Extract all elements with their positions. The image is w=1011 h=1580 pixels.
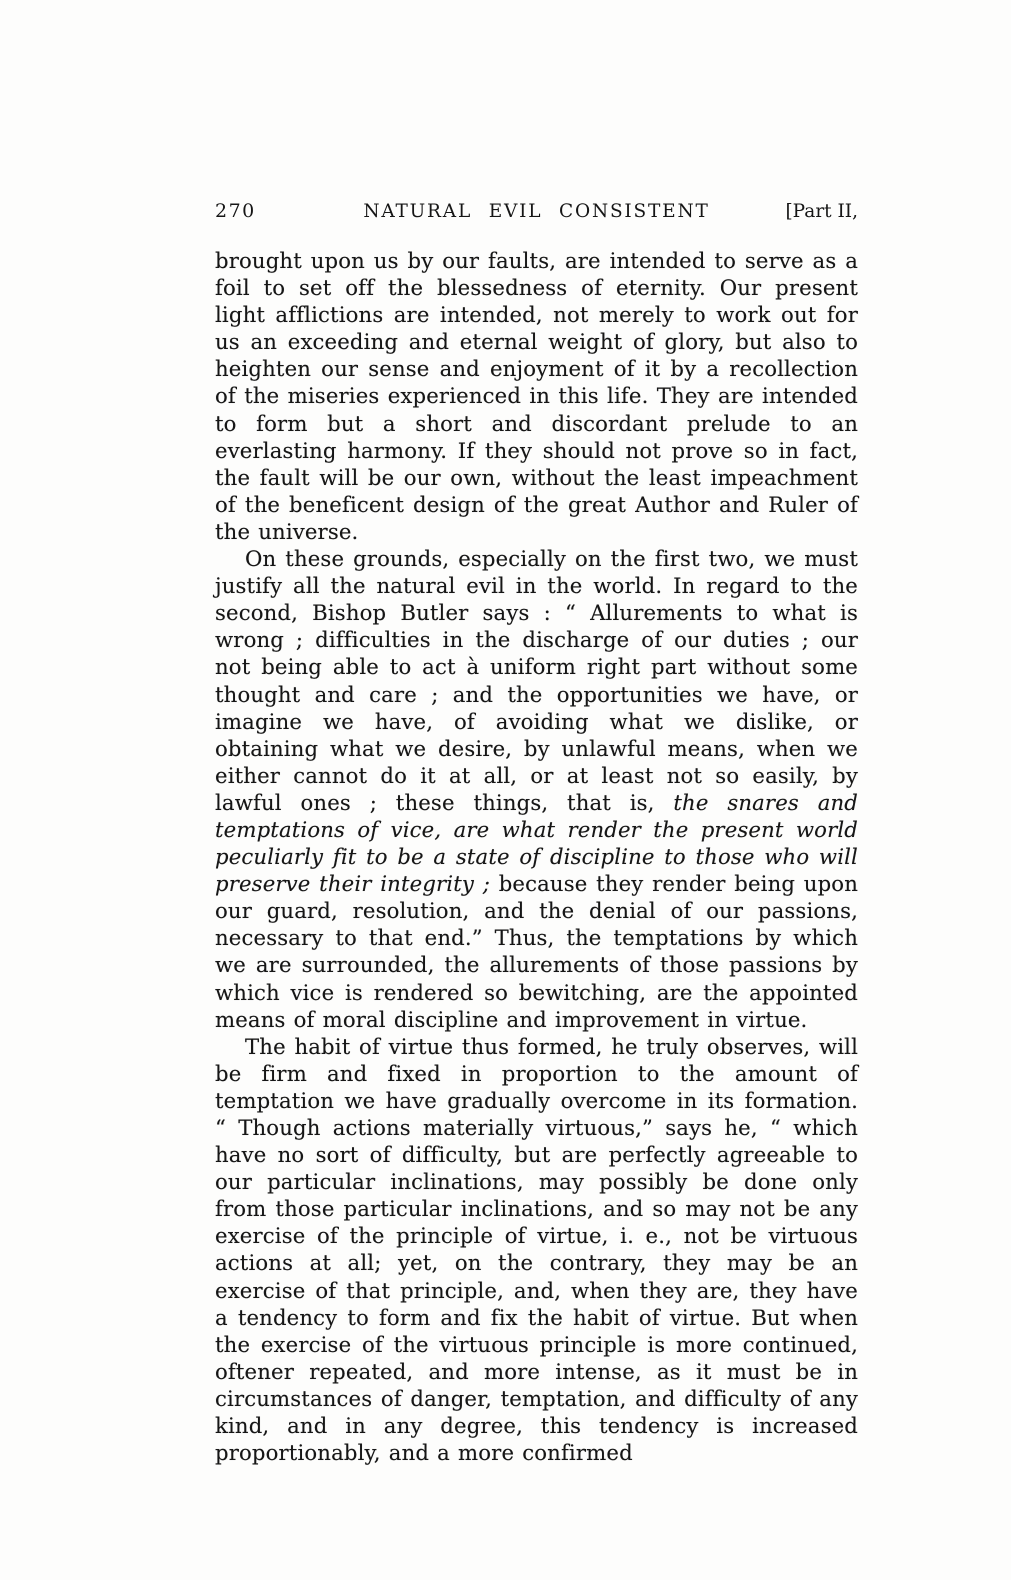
part-label: [Part II,	[785, 201, 858, 222]
running-header	[215, 200, 858, 222]
running-title: NATURAL EVIL CONSISTENT	[363, 201, 710, 222]
paragraph-butler-quote-end: because they render being upon our guard, resolution, and the denial of our passions, necessary to that end.” Thus, the temptations by which we are surrounded, the allurements of those passions by which vice is rendered so bewitching, are the appointed means of moral discipline and improvement in virtue.	[215, 871, 858, 1032]
paragraph-continuation: brought upon us by our faults, are intended to serve as a foil to set off the blessedness of eternity. Our present light afflictions are intended, not merely to work out for us an exceeding and eternal weight of glory, but also to heighten our sense and enjoyment of it by a recollection of the miseries experienced in this life. They are intended to form but a short and discordant prelude to an everlasting harmony. If they should not prove so in fact, the fault will be our own, without the least impeachment of the beneficent design of the great Author and Ruler of the universe.	[215, 248, 858, 544]
paragraph-habit-of-virtue: The habit of virtue thus formed, he truly observes, will be firm and fixed in proportion to the amount of temptation we have gradually overcome in its formation. “ Though actions materially virtuous,” says he, “ which have no sort of difficulty, but are perfectly agreeable to our particular inclinations, may possibly be done only from those particular inclinations, and so may not be any exercise of the principle of virtue, i. e., not be virtuous actions at all; yet, on the contrary, they may be an exercise of that principle, and, when they are, they have a tendency to form and fix the habit of virtue. But when the exercise of the virtuous principle is more continued, oftener repeated, and more intense, as it must be in circumstances of danger, temptation, and difficulty of any kind, and in any degree, this tendency is increased proportionably, and a more confirmed	[215, 1033, 858, 1466]
paragraph-butler-quote	[215, 545, 858, 1033]
italic-passage: the snares and temptations of vice, are what render the present world peculiarly fit to be a state of discipline to those who will preserve their integrity ;	[215, 789, 858, 897]
body-text	[215, 247, 858, 1466]
paragraph-butler-quote-start: On these grounds, especially on the first two, we must justify all the natural evil in the world. In regard to the second, Bishop Butler says : “ Allurements to what is wrong ; difficulties in the discharge of our duties ; our not being able to act à uniform right part without some thought and care ; and the opportunities we have, or imagine we have, of avoiding what we dislike, or obtaining what we desire, by unlawful means, when we either cannot do it at all, or at least not so easily, by lawful ones ; these things, that is,	[215, 546, 858, 815]
page-number: 270	[215, 200, 256, 222]
